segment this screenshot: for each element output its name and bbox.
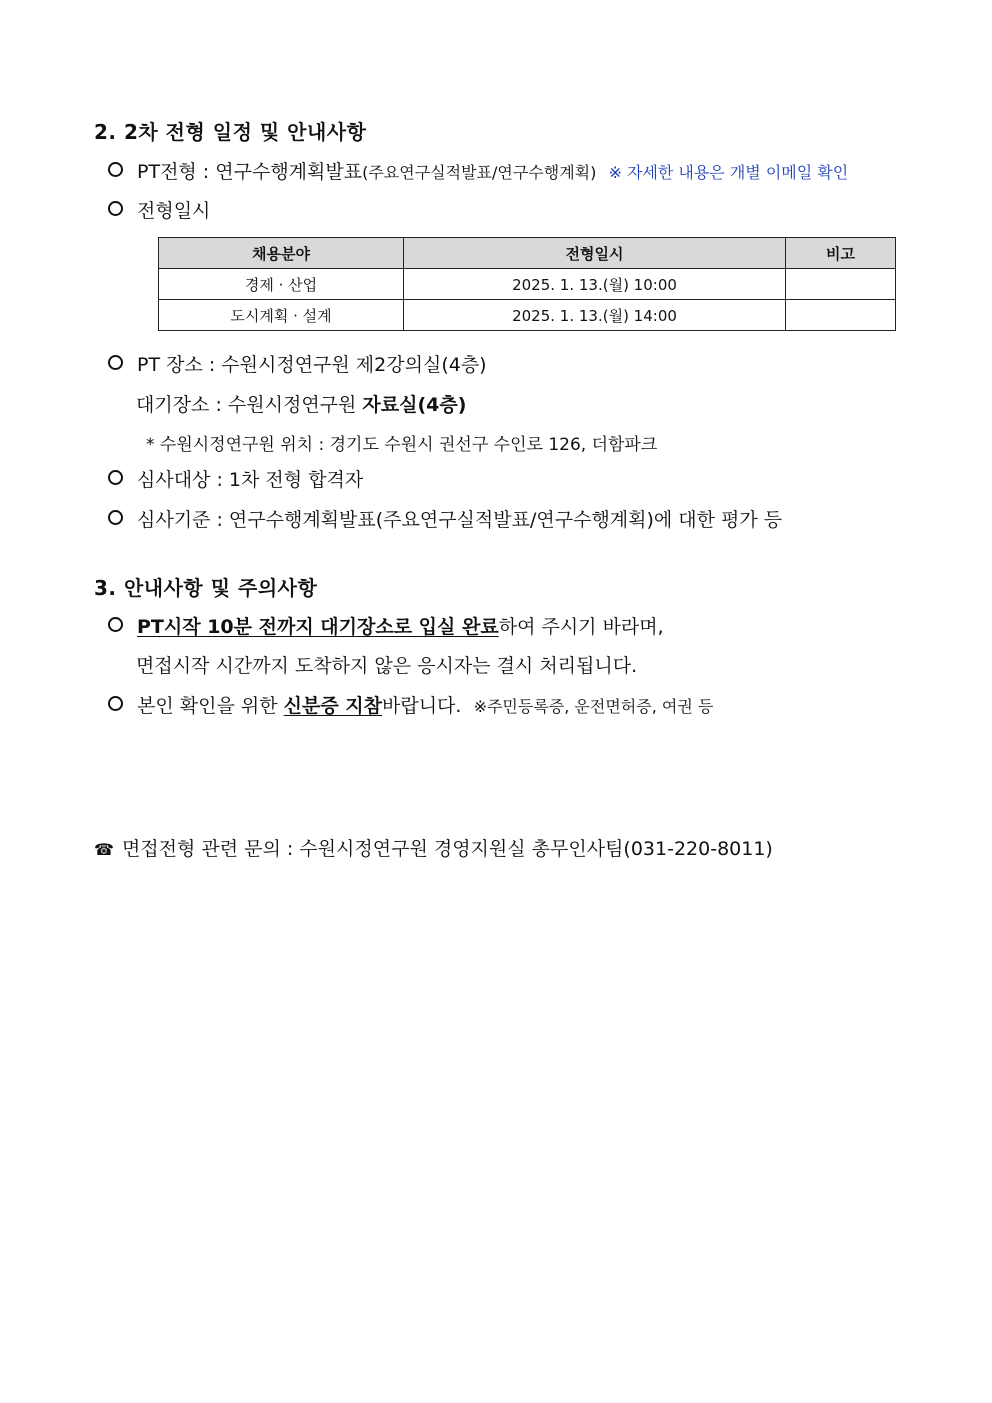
location-note: * 수원시정연구원 위치 : 경기도 수원시 권선구 수인로 126, 더함파크 bbox=[146, 435, 658, 455]
contact-line bbox=[94, 834, 773, 861]
circle-bullet-icon bbox=[108, 201, 123, 216]
table-cell-field: 경제 · 산업 bbox=[159, 269, 404, 300]
section2-title: 2. 2차 전형 일정 및 안내사항 bbox=[94, 120, 367, 144]
table-header-field: 채용분야 bbox=[159, 238, 404, 269]
notice-item-2 bbox=[108, 691, 713, 718]
pt-type-line bbox=[108, 157, 848, 184]
wait-place-line bbox=[136, 390, 466, 417]
contact-text: 면접전형 관련 문의 : 수원시정연구원 경영지원실 총무인사팀(031-220-8011) bbox=[121, 838, 773, 860]
criteria-text: 심사기준 : 연구수행계획발표(주요연구실적발표/연구수행계획)에 대한 평가 등 bbox=[137, 509, 783, 531]
pt-type-label: PT전형 : 연구수행계획발표 bbox=[137, 161, 363, 183]
circle-bullet-icon bbox=[108, 355, 123, 370]
pt-type-paren: (주요연구실적발표/연구수행계획) bbox=[362, 163, 597, 182]
notice-item-2-emphasis: 신분증 지참 bbox=[283, 695, 382, 717]
target-line bbox=[108, 465, 363, 492]
circle-bullet-icon bbox=[108, 510, 123, 525]
circle-bullet-icon bbox=[108, 617, 123, 632]
notice-item-1-rest: 하여 주시기 바라며, bbox=[498, 616, 664, 638]
wait-place-room: 자료실(4층) bbox=[362, 394, 467, 416]
table-cell-datetime: 2025. 1. 13.(월) 10:00 bbox=[404, 269, 786, 300]
table-row bbox=[159, 300, 896, 331]
pt-type-note: ※ 자세한 내용은 개별 이메일 확인 bbox=[608, 163, 849, 182]
table-header-datetime: 전형일시 bbox=[404, 238, 786, 269]
section3-title: 3. 안내사항 및 주의사항 bbox=[94, 576, 318, 600]
criteria-line bbox=[108, 505, 782, 532]
notice-item-1 bbox=[108, 612, 664, 639]
table-row bbox=[159, 269, 896, 300]
target-text: 심사대상 : 1차 전형 합격자 bbox=[137, 469, 364, 491]
table-cell-remarks bbox=[786, 269, 896, 300]
notice-item-2-prefix: 본인 확인을 위한 bbox=[137, 695, 284, 717]
notice-item-1-emphasis: PT시작 10분 전까지 대기장소로 입실 완료 bbox=[137, 616, 499, 638]
pt-place-text: PT 장소 : 수원시정연구원 제2강의실(4층) bbox=[137, 354, 487, 376]
notice-item-1-line2: 면접시작 시간까지 도착하지 않은 응시자는 결시 처리됩니다. bbox=[136, 655, 638, 677]
table-header-remarks: 비고 bbox=[786, 238, 896, 269]
notice-item-2-note: ※주민등록증, 운전면허증, 여권 등 bbox=[473, 697, 714, 716]
schedule-table bbox=[158, 237, 896, 331]
phone-icon: ☎ bbox=[94, 840, 114, 859]
wait-place-prefix: 대기장소 : 수원시정연구원 bbox=[136, 394, 363, 416]
schedule-label-line bbox=[108, 196, 210, 223]
circle-bullet-icon bbox=[108, 696, 123, 711]
circle-bullet-icon bbox=[108, 470, 123, 485]
circle-bullet-icon bbox=[108, 162, 123, 177]
pt-place-line bbox=[108, 350, 487, 377]
table-header-row bbox=[159, 238, 896, 269]
schedule-label: 전형일시 bbox=[137, 200, 211, 222]
notice-item-2-rest: 바랍니다. bbox=[382, 695, 462, 717]
table-cell-datetime: 2025. 1. 13.(월) 14:00 bbox=[404, 300, 786, 331]
table-cell-field: 도시계획 · 설계 bbox=[159, 300, 404, 331]
table-cell-remarks bbox=[786, 300, 896, 331]
